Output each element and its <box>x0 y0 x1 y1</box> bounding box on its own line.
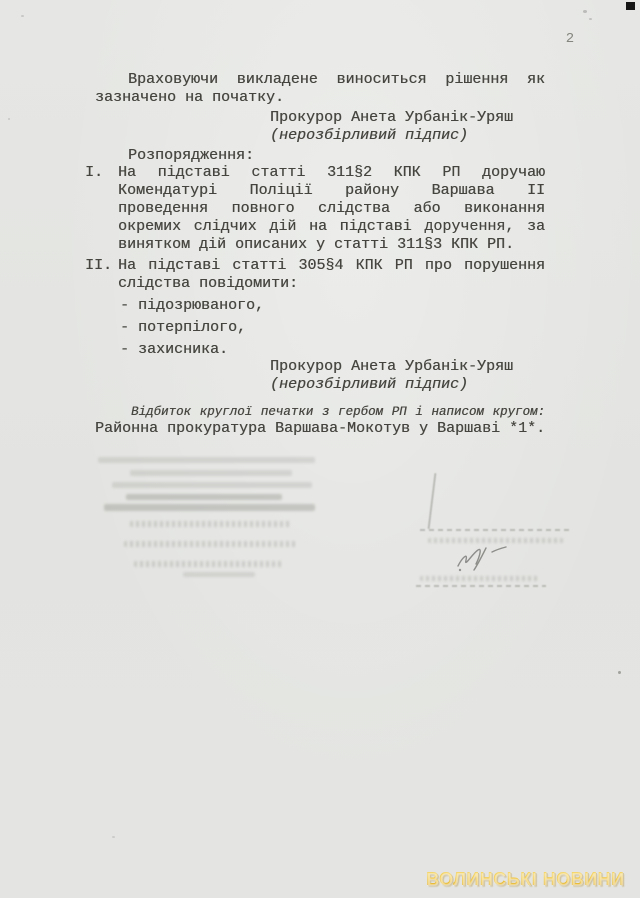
scan-speck <box>8 118 10 120</box>
pencil-squiggle <box>452 544 510 574</box>
list-line: слідства повідомити: <box>118 275 299 292</box>
dash-item: - потерпілого, <box>120 319 247 336</box>
signature-name: Прокурор Анета Урбанік-Уряш <box>270 109 514 126</box>
bleed-through-line <box>98 457 315 463</box>
bleed-through-rule <box>416 585 546 587</box>
bleed-through-line <box>134 561 284 567</box>
scan-speck <box>21 15 24 17</box>
scan-speck <box>618 671 621 674</box>
scan-corner-mark <box>626 2 635 10</box>
list-marker: ІІ. <box>85 257 113 274</box>
scan-speck <box>583 10 587 13</box>
bleed-through-stroke <box>428 473 437 529</box>
bleed-through-line <box>183 572 255 577</box>
signature-note: (нерозбірливий підпис) <box>270 127 469 144</box>
list-line: Комендатурі Поліції району Варшава ІІ <box>118 182 545 199</box>
list-line: окремих слідчих дій на підставі доручення, за <box>118 218 545 235</box>
bleed-through-line <box>130 470 292 476</box>
bleed-through-line <box>420 576 538 581</box>
bleed-through-line <box>124 541 296 547</box>
list-line: винятком дій описаних у статті 311§3 КПК РП. <box>118 236 515 253</box>
bleed-through-rule <box>420 529 573 531</box>
bleed-through-line <box>130 521 292 527</box>
dash-item: - підозрюваного, <box>120 297 265 314</box>
dash-item: - захисника. <box>120 341 229 358</box>
bleed-through-line <box>428 538 563 543</box>
paragraph-line: Враховуючи викладене виноситься рішення як <box>128 71 545 88</box>
paragraph-line: зазначено на початку. <box>95 89 285 106</box>
list-line: проведення повного слідства або виконання <box>118 200 545 217</box>
scan-speck <box>112 836 115 838</box>
bleed-through-line <box>104 504 315 511</box>
signature-note: (нерозбірливий підпис) <box>270 376 469 393</box>
section-heading: Розпорядження: <box>128 147 255 164</box>
list-line: На підставі статті 305§4 КПК РП про порушення <box>118 257 545 274</box>
watermark-volynski-novyny: ВОЛИНСЬКІ НОВИНИ <box>426 869 625 889</box>
stamp-note-line: Відбиток круглої печатки з гербом РП і написом кругом: <box>131 405 545 419</box>
scan-speck <box>589 18 592 20</box>
stamp-note-line: Районна прокуратура Варшава-Мокотув у Варшаві *1*. <box>95 420 546 437</box>
list-marker: І. <box>85 164 104 181</box>
list-line: На підставі статті 311§2 КПК РП доручаю <box>118 164 545 181</box>
bleed-through-line <box>126 494 282 500</box>
page-number: 2 <box>565 31 575 47</box>
bleed-through-line <box>112 482 312 488</box>
signature-name: Прокурор Анета Урбанік-Уряш <box>270 358 514 375</box>
